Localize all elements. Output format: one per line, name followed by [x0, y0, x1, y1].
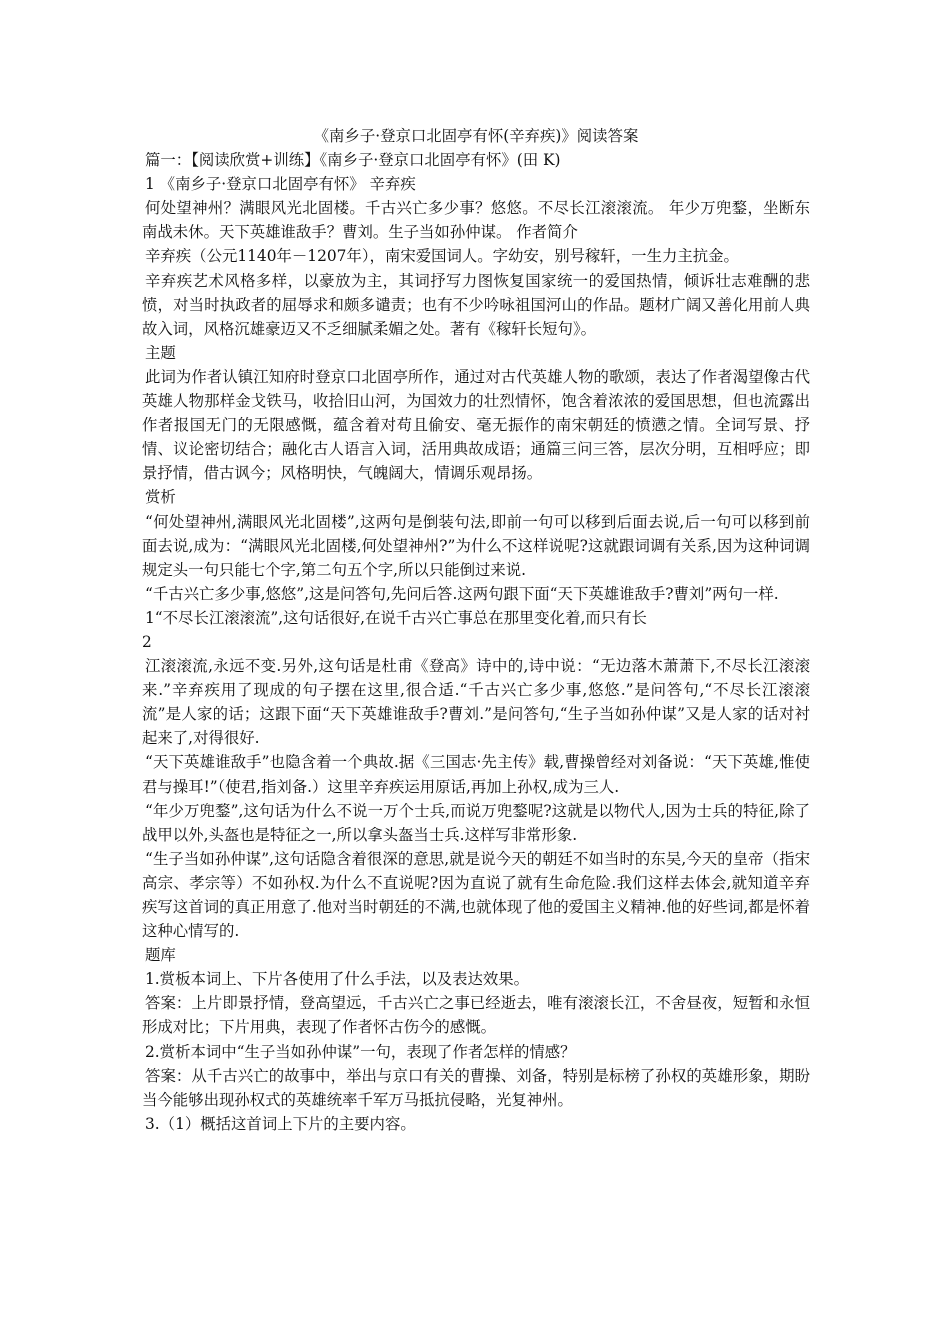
author-style: 辛弃疾艺术风格多样，以豪放为主，其词抒写力图恢复国家统一的爱国热情，倾诉壮志难酬的悲愤，对当时执政者的屈辱求和颇多谴责；也有不少吟咏祖国河山的作品。题材广阔又善化用前人典故入词，风格沉雄豪迈又不乏细腻柔媚之处。著有《稼轩长短句》。 [142, 271, 810, 338]
poem-heading: 1 《南乡子·登京口北固亭有怀》 辛弃疾 [145, 175, 416, 194]
poem-text: 何处望神州？满眼风光北固楼。千古兴亡多少事？悠悠。不尽长江滚滚流。 年少万兜鍪，坐断东南战未休。天下英雄谁敌手？曹刘。生子当如孙仲谋。 作者简介 [142, 199, 810, 242]
appreciation-paragraph: “年少万兜鍪”,这句话为什么不说一万个士兵,而说万兜鍪呢?这就是以物代人,因为士兵的特征,除了战甲以外,头盔也是特征之一,所以拿头盔当士兵.这样写非常形象. [142, 801, 810, 844]
page-number: 2 [142, 632, 152, 651]
author-intro: 辛弃疾（公元1140年－1207年），南宋爱国词人。字幼安，别号稼轩，一生力主抗金。 [145, 247, 739, 266]
appreciation-heading: 赏析 [145, 488, 176, 507]
question-bank-heading: 题库 [145, 946, 176, 965]
document-title: 《南乡子·登京口北固亭有怀(辛弃疾)》阅读答案 [313, 127, 639, 145]
answer-item: 答案：上片即景抒情，登高望远，千古兴亡之事已经逝去，唯有滚滚长江，不舍昼夜，短暂和永恒形成对比；下片用典，表现了作者怀古伤今的感慨。 [142, 994, 810, 1037]
appreciation-paragraph: “天下英雄谁敌手”也隐含着一个典故.据《三国志·先主传》载,曹操曾经对刘备说：“天下英雄,惟使君与操耳!”（使君,指刘备.）这里辛弃疾运用原话,再加上孙权,成为三人. [142, 753, 810, 796]
answer-item: 答案：从千古兴亡的故事中，举出与京口有关的曹操、刘备，特别是标榜了孙权的英雄形象，期盼当今能够出现孙权式的英雄统率千军万马抵抗侵略，光复神州。 [142, 1066, 810, 1109]
question-item: 3.（1）概括这首词上下片的主要内容。 [145, 1114, 416, 1133]
theme-heading: 主题 [145, 343, 176, 362]
question-item: 1.赏板本词上、下片各使用了什么手法，以及表达效果。 [145, 970, 530, 989]
appreciation-paragraph: “千古兴亡多少事,悠悠”,这是问答句,先问后答.这两句跟下面“天下英雄谁敌手?曹刘”两句一样. [145, 584, 779, 603]
question-item: 2.赏析本词中“生子当如孙仲谋”一句，表现了作者怎样的情感？ [145, 1042, 576, 1061]
appreciation-paragraph: 江滚滚流,永远不变.另外,这句话是杜甫《登高》诗中的,诗中说：“无边落木萧萧下,不尽长江滚滚来.”辛弃疾用了现成的句子摆在这里,很合适.“千古兴亡多少事,悠悠.”是问答句,“不尽长江滚滚流”是人家的话；这跟下面“天下英雄谁敌手?曹刘.”是问答句,“生子当如孙仲谋”又是人家的话对衬起来了,对得很好. [142, 657, 810, 748]
appreciation-paragraph: “何处望神州,满眼风光北固楼”,这两句是倒装句法,即前一句可以移到后面去说,后一句可以移到前面去说,成为：“满眼风光北固楼,何处望神州?”为什么不这样说呢?这就跟词调有关系,因为这种词调规定头一句只能七个字,第二句五个字,所以只能倒过来说. [142, 512, 810, 579]
appreciation-paragraph: “生子当如孙仲谋”,这句话隐含着很深的意思,就是说今天的朝廷不如当时的东吴,今天的皇帝（指宋高宗、孝宗等）不如孙权.为什么不直说呢?因为直说了就有生命危险.我们这样去体会,就知道辛弃疾写这首词的真正用意了.他对当时朝廷的不满,也就体现了他的爱国主义精神.他的好些词,都是怀着这种心情写的. [142, 849, 810, 941]
theme-text: 此词为作者认镇江知府时登京口北固亭所作，通过对古代英雄人物的歌颂，表达了作者渴望像古代英雄人物那样金戈铁马，收拾旧山河，为国效力的壮烈情怀，饱含着浓浓的爱国思想，但也流露出作者报国无门的无限感慨，蕴含着对苟且偷安、毫无振作的南宋朝廷的愤懑之情。全词写景、抒情、议论密切结合；融化古人语言入词，活用典故成语；通篇三问三答，层次分明，互相呼应；即景抒情，借古讽今；风格明快，气魄阔大，情调乐观昂扬。 [142, 367, 810, 483]
section-heading-part-one: 篇一：【阅读欣赏+训练】《南乡子·登京口北固亭有怀》(田 K) [145, 151, 561, 170]
document-body [142, 124, 810, 1136]
appreciation-paragraph: 1“不尽长江滚滚流”,这句话很好,在说千古兴亡事总在那里变化着,而只有长 [145, 608, 647, 627]
